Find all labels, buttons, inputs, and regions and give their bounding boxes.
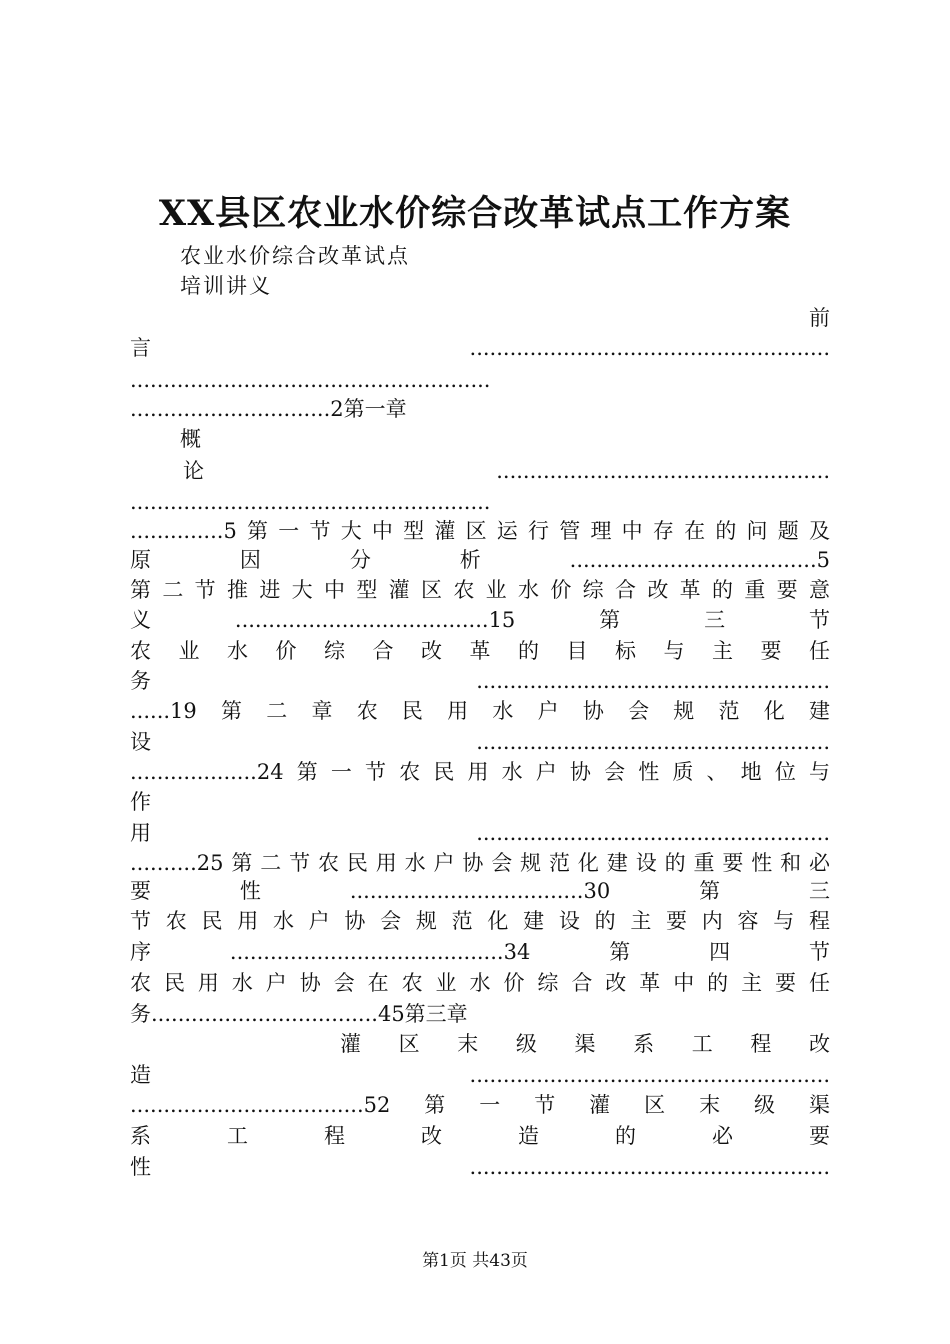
toc-line: ......19第二章农民用水户协会规范化建 [130, 699, 830, 723]
toc-line: 系工程改造的必要 [130, 1124, 830, 1148]
document-subtitle: 农业水价综合改革试点 [180, 244, 410, 268]
toc-line: 灌区末级渠系工程改 [340, 1032, 830, 1056]
toc-line: 节农民用水户协会规范化建设的主要内容与程 [130, 909, 830, 933]
toc-line: ..............5第一节大中型灌区运行管理中存在的问题及 [130, 519, 830, 543]
toc-line: ...................................52第一节灌区末级渠 [130, 1093, 830, 1117]
toc-line: 务..................................45第三章 [130, 1002, 468, 1026]
page-number-footer: 第1页 共43页 [422, 1251, 528, 1271]
toc-line: 要性...................................30第三 [130, 879, 830, 903]
toc-line: 言...................................................... [130, 336, 830, 360]
toc-line: ...................................................... [130, 368, 491, 392]
toc-line: 概 [180, 427, 201, 451]
toc-line: 务..................................................... [130, 669, 830, 693]
toc-line: ...................................................... [130, 490, 491, 514]
toc-line: 用..................................................... [130, 821, 830, 845]
toc-line: 义......................................15第三节 [130, 608, 830, 632]
toc-line: 第二节推进大中型灌区农业水价综合改革的重要意 [130, 578, 830, 602]
toc-line: 论.................................................. [183, 459, 830, 483]
toc-line: ...................24第一节农民用水户协会性质、地位与 [130, 760, 830, 784]
document-title: XX县区农业水价综合改革试点工作方案 [158, 193, 792, 234]
toc-line: 设..................................................... [130, 730, 830, 754]
toc-line: 前 [809, 306, 830, 330]
toc-line: 作 [130, 790, 151, 814]
toc-line: ..........25第二节农民用水户协会规范化建设的重要性和必 [130, 851, 830, 875]
document-subtitle-line-2: 培训讲义 [180, 274, 272, 298]
toc-line: 农民用水户协会在农业水价综合改革中的主要任 [130, 971, 830, 995]
toc-line: 性...................................................... [130, 1155, 830, 1179]
toc-line: 原因分析.....................................5 [130, 548, 830, 572]
toc-line: 农业水价综合改革的目标与主要任 [130, 639, 830, 663]
toc-line: ..............................2第一章 [130, 397, 407, 421]
toc-line: 造...................................................... [130, 1063, 830, 1087]
toc-line: 序.........................................34第四节 [130, 940, 830, 964]
